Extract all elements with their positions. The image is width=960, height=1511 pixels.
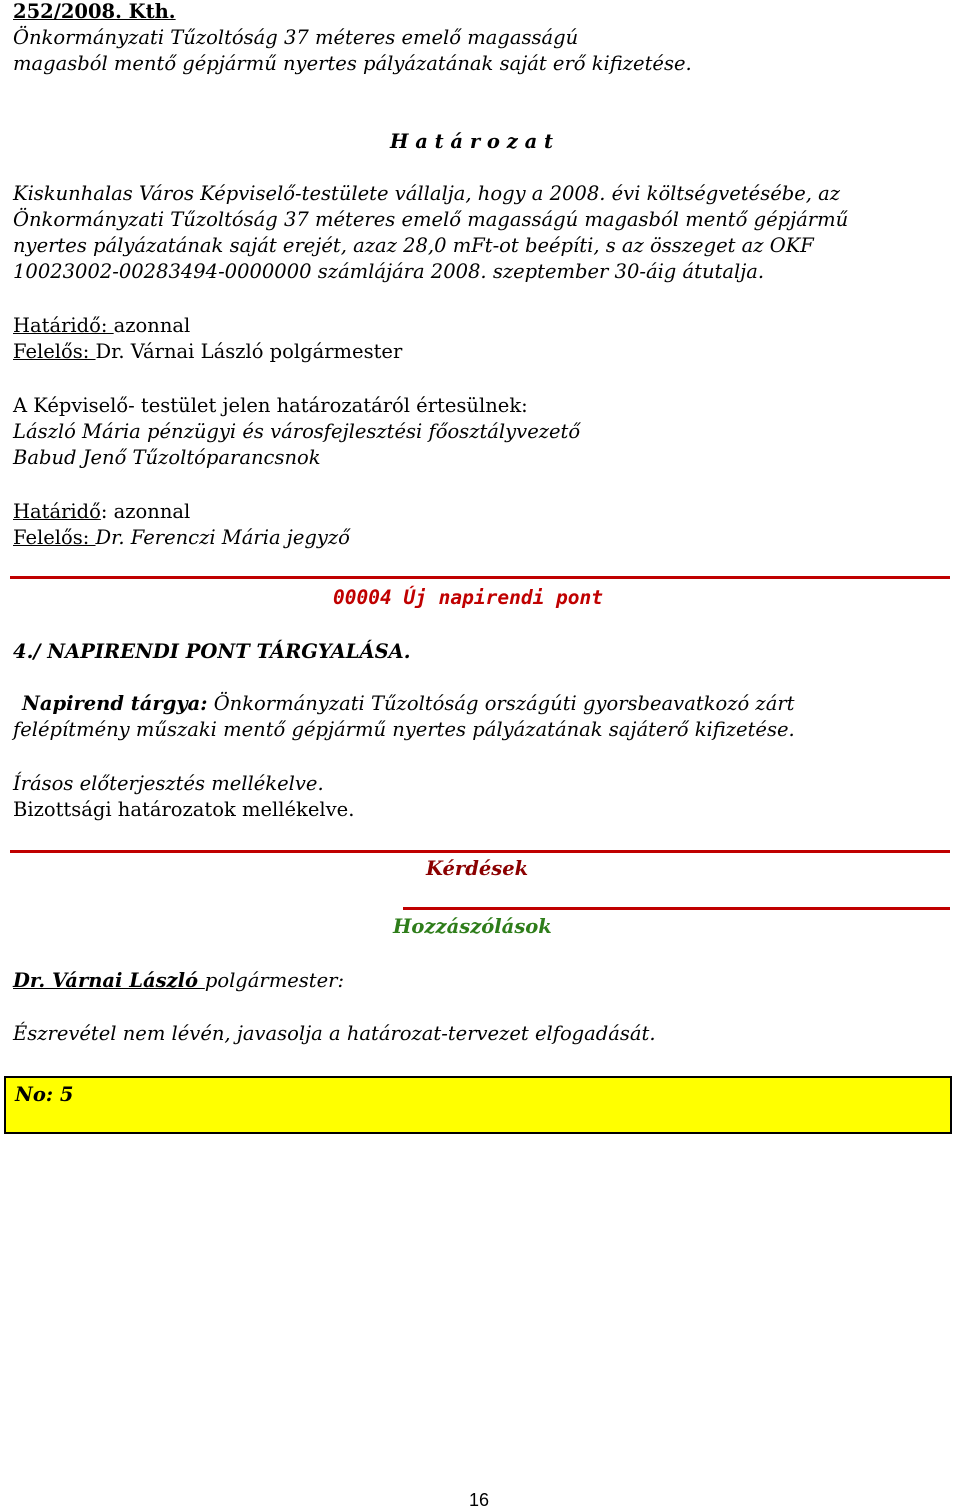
responsible2-value: Dr. Ferenczi Mária jegyző bbox=[95, 526, 350, 549]
deadline2-label: Határidő bbox=[13, 500, 101, 523]
written-proposal: Írásos előterjesztés mellékelve. bbox=[13, 772, 324, 795]
responsible2-label: Felelős: bbox=[13, 526, 96, 549]
resolution-body-line4: 10023002-00283494-0000000 számlájára 2008. szeptember 30-áig átutalja. bbox=[13, 260, 765, 283]
new-agenda-point: 00004 Új napirendi pont bbox=[333, 586, 604, 609]
section-divider bbox=[10, 576, 950, 579]
agenda-section-title: 4./ NAPIRENDI PONT TÁRGYALÁSA. bbox=[13, 640, 411, 663]
responsible-row bbox=[13, 340, 402, 363]
responsible-label: Felelős: bbox=[13, 340, 96, 363]
responsible2-row bbox=[13, 526, 350, 549]
speaker-role: polgármester: bbox=[204, 969, 345, 992]
resolution-body-line3: nyertes pályázatának saját erejét, azaz 28,0 mFt-ot beépíti, s az összeget az OKF bbox=[13, 234, 814, 257]
committee-resolutions: Bizottsági határozatok mellékelve. bbox=[13, 798, 355, 821]
notify-line: A Képviselő- testület jelen határozatáról értesülnek: bbox=[13, 394, 528, 417]
resolution-body-line1: Kiskunhalas Város Képviselő-testülete vállalja, hogy a 2008. évi költségvetésébe, az bbox=[13, 182, 841, 205]
deadline-row bbox=[13, 314, 190, 337]
agenda-subject-line1 bbox=[22, 692, 795, 715]
speaker-statement: Észrevétel nem lévén, javasolja a határozat-tervezet elfogadását. bbox=[13, 1022, 656, 1045]
notify-recipient-1: László Mária pénzügyi és városfejlesztési főosztályvezető bbox=[13, 420, 581, 443]
agenda-subject-line2: felépítmény műszaki mentő gépjármű nyertes pályázatának sajáterő kifizetése. bbox=[13, 718, 795, 741]
comments-divider bbox=[403, 907, 950, 910]
deadline2-row bbox=[13, 500, 190, 523]
questions-divider bbox=[10, 850, 950, 853]
deadline-label: Határidő: bbox=[13, 314, 114, 337]
vote-box bbox=[4, 1076, 952, 1134]
notify-recipient-2: Babud Jenő Tűzoltóparancsnok bbox=[13, 446, 321, 469]
speaker-name: Dr. Várnai László bbox=[13, 969, 205, 992]
vote-label: No: 5 bbox=[15, 1083, 74, 1106]
agenda-subject-text: Önkormányzati Tűzoltóság országúti gyorsbeavatkozó zárt bbox=[207, 692, 795, 715]
deadline-value: azonnal bbox=[113, 314, 191, 337]
resolution-heading: H a t á r o z a t bbox=[390, 130, 554, 153]
resolution-number: 252/2008. Kth. bbox=[13, 0, 176, 23]
speaker-row bbox=[13, 969, 344, 992]
page-number: 16 bbox=[469, 1490, 490, 1510]
resolution-title-line1: Önkormányzati Tűzoltóság 37 méteres emelő magasságú bbox=[13, 26, 579, 49]
responsible-value: Dr. Várnai László polgármester bbox=[95, 340, 403, 363]
questions-heading: Kérdések bbox=[426, 857, 529, 880]
agenda-subject-label: Napirend tárgya: bbox=[22, 692, 208, 715]
resolution-title-line2: magasból mentő gépjármű nyertes pályázatának saját erő kifizetése. bbox=[13, 52, 692, 75]
deadline2-value: : azonnal bbox=[100, 500, 191, 523]
resolution-body-line2: Önkormányzati Tűzoltóság 37 méteres emelő magasságú magasból mentő gépjármű bbox=[13, 208, 849, 231]
comments-heading: Hozzászólások bbox=[393, 915, 552, 938]
